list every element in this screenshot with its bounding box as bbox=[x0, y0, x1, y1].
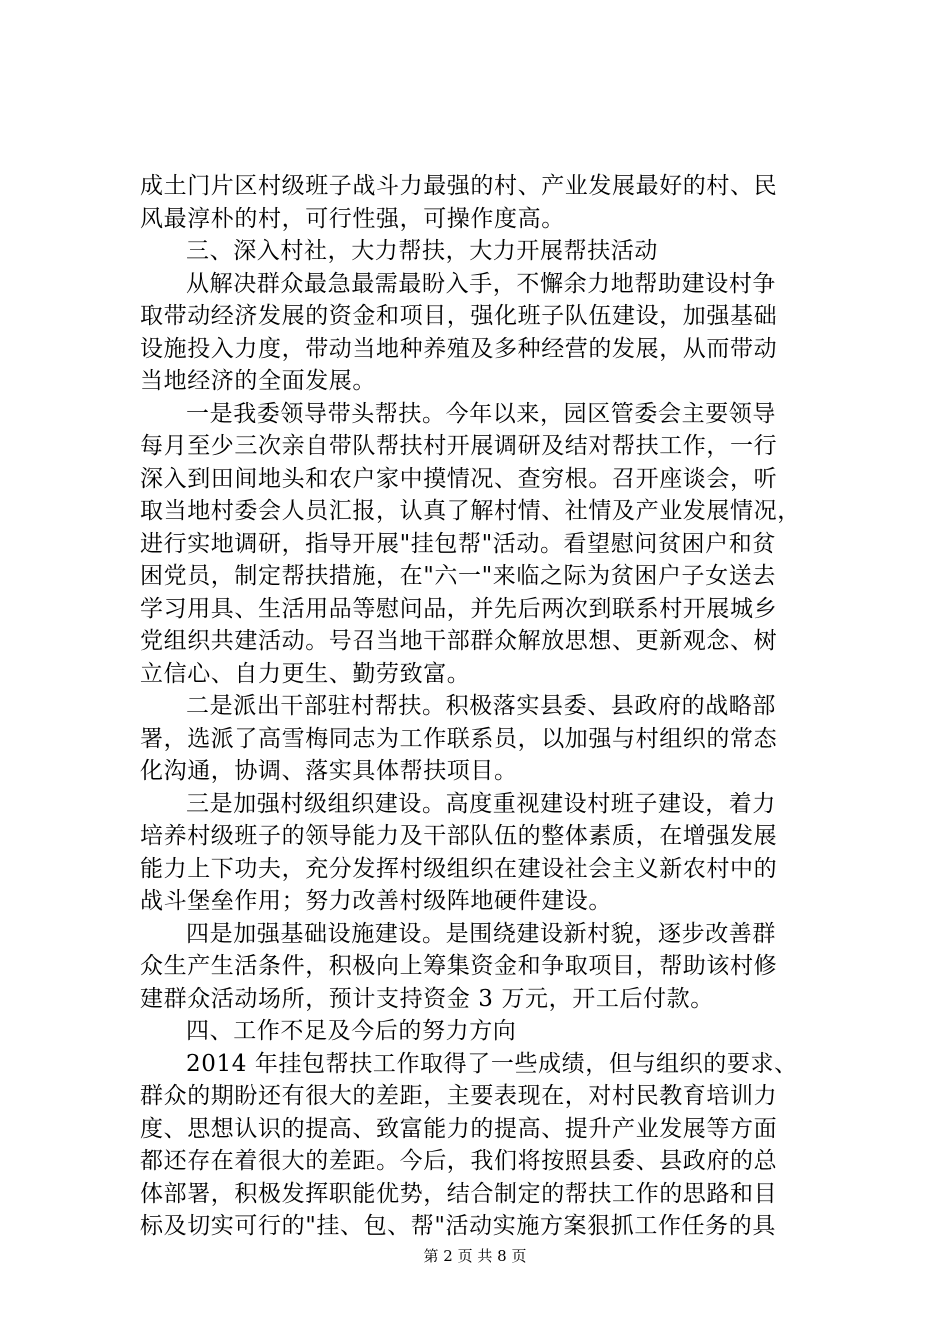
text-line: 度、思想认识的提高、致富能力的提高、提升产业发展等方面 bbox=[140, 1115, 778, 1142]
text-line: 三是加强村级组织建设。高度重视建设村班子建设，着力 bbox=[186, 790, 776, 817]
text-line: 每月至少三次亲自带队帮扶村开展调研及结对帮扶工作，一行 bbox=[140, 433, 778, 459]
text-line: 深入到田间地头和农户家中摸情况、查穷根。召开座谈会，听 bbox=[140, 465, 778, 492]
text-line: 进行实地调研，指导开展"挂包帮"活动。看望慰问贫困户和贫 bbox=[140, 530, 776, 557]
text-line: 学习用具、生活用品等慰问品，并先后两次到联系村开展城乡 bbox=[140, 595, 778, 622]
page-footer bbox=[0, 1246, 950, 1266]
page-number: 第 2 页 共 8 页 bbox=[423, 1247, 527, 1265]
text-line: 一是我委领导带头帮扶。今年以来，园区管委会主要领导 bbox=[186, 400, 776, 427]
section-heading: 三、深入村社，大力帮扶，大力开展帮扶活动 bbox=[186, 238, 658, 264]
text-line: 体部署，积极发挥职能优势，结合制定的帮扶工作的思路和目 bbox=[140, 1180, 778, 1207]
text-line: 署，选派了高雪梅同志为工作联系员，以加强与村组织的常态 bbox=[140, 725, 778, 752]
text-line: 二是派出干部驻村帮扶。积极落实县委、县政府的战略部 bbox=[186, 693, 776, 719]
text-line: 取带动经济发展的资金和项目，强化班子队伍建设，加强基础 bbox=[140, 303, 778, 329]
text-line: 风最淳朴的村，可行性强，可操作度高。 bbox=[140, 205, 565, 232]
text-line: 取当地村委会人员汇报，认真了解村情、社情及产业发展情况， bbox=[140, 498, 801, 524]
text-line: 从解决群众最急最需最盼入手，不懈余力地帮助建设村争 bbox=[186, 270, 776, 297]
text-line: 四是加强基础设施建设。是围绕建设新村貌，逐步改善群 bbox=[186, 920, 776, 947]
text-line: 培养村级班子的领导能力及干部队伍的整体素质，在增强发展 bbox=[140, 823, 778, 849]
text-line: 党组织共建活动。号召当地干部群众解放思想、更新观念、树 bbox=[140, 628, 778, 654]
text-line: 成土门片区村级班子战斗力最强的村、产业发展最好的村、民 bbox=[140, 173, 778, 199]
text-line: 2014 年挂包帮扶工作取得了一些成绩，但与组织的要求、 bbox=[186, 1050, 798, 1077]
text-line: 立信心、自力更生、勤劳致富。 bbox=[140, 660, 471, 687]
text-line: 众生产生活条件，积极向上筹集资金和争取项目，帮助该村修 bbox=[140, 953, 778, 979]
text-line: 建群众活动场所，预计支持资金 3 万元，开工后付款。 bbox=[140, 985, 714, 1012]
text-line: 化沟通，协调、落实具体帮扶项目。 bbox=[140, 758, 518, 784]
section-heading: 四、工作不足及今后的努力方向 bbox=[186, 1018, 517, 1044]
text-line: 群众的期盼还有很大的差距，主要表现在，对村民教育培训力 bbox=[140, 1083, 778, 1109]
text-line: 当地经济的全面发展。 bbox=[140, 368, 376, 394]
text-line: 困党员，制定帮扶措施，在"六一"来临之际为贫困户子女送去 bbox=[140, 563, 776, 589]
text-line: 战斗堡垒作用；努力改善村级阵地硬件建设。 bbox=[140, 888, 612, 914]
text-line: 能力上下功夫，充分发挥村级组织在建设社会主义新农村中的 bbox=[140, 855, 778, 882]
text-line: 都还存在着很大的差距。今后，我们将按照县委、县政府的总 bbox=[140, 1148, 778, 1174]
text-line: 标及切实可行的"挂、包、帮"活动实施方案狠抓工作任务的具 bbox=[140, 1213, 776, 1239]
text-line: 设施投入力度，带动当地种养殖及多种经营的发展，从而带动 bbox=[140, 335, 778, 362]
document-body bbox=[140, 170, 824, 1243]
